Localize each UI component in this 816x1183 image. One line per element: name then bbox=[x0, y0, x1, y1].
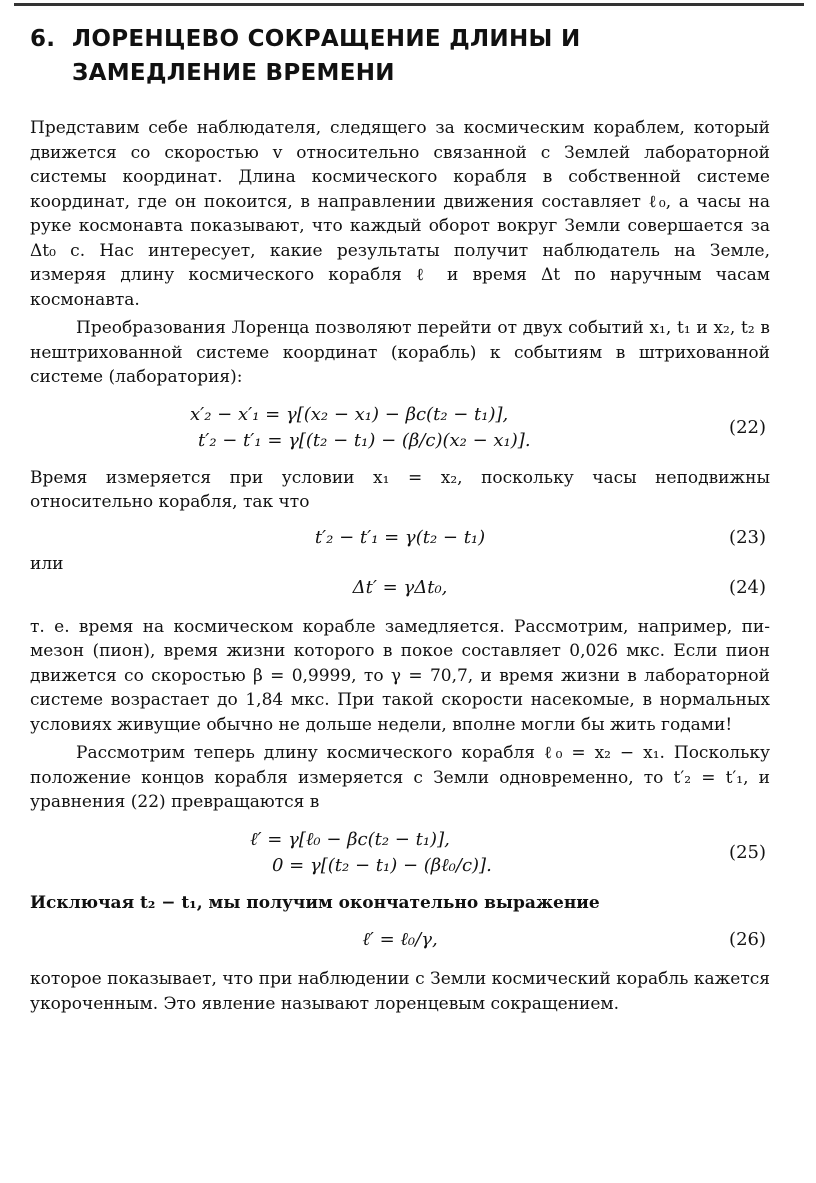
paragraph-eliminate: Исключая t₂ − t₁, мы получим окончательно выражение bbox=[30, 892, 600, 913]
equation-24 bbox=[30, 575, 770, 601]
section-title-line1: ЛОРЕНЦЕВО СОКРАЩЕНИЕ ДЛИНЫ И bbox=[72, 26, 581, 52]
paragraph-length: Рассмотрим теперь длину космического корабля ℓ₀ = x₂ − x₁. Поскольку положение концов корабля измеряется с Земли одновременно, то t′₂ = t′₁, и уравнения (22) превращаются в bbox=[30, 743, 770, 812]
equation-24-body: Δt′ = γΔt₀, bbox=[352, 576, 448, 598]
paragraph-time: Время измеряется при условии x₁ = x₂, поскольку часы неподвижны относительно корабля, так что bbox=[30, 467, 770, 512]
equation-23-label: (23) bbox=[729, 526, 766, 548]
equation-25-line2: 0 = γ[(t₂ − t₁) − (βℓ₀/c)]. bbox=[272, 854, 492, 876]
paragraph-lorentz: Преобразования Лоренца позволяют перейти от двух событий x₁, t₁ и x₂, t₂ в нештрихованной системе координат (корабль) к событиям в штрихованной системе (лаборатория): bbox=[30, 318, 770, 387]
equation-22-label: (22) bbox=[729, 416, 766, 438]
section-title-line2: ЗАМЕДЛЕНИЕ ВРЕМЕНИ bbox=[72, 60, 395, 86]
section-number: 6. bbox=[30, 26, 56, 52]
paragraph-conclusion: которое показывает, что при наблюдении с Земли космический корабль кажется укороченным. Это явление называют лоренцевым сокращением. bbox=[30, 969, 770, 1014]
equation-26-label: (26) bbox=[729, 929, 766, 950]
equation-26 bbox=[30, 927, 770, 953]
equation-26-body: ℓ′ = ℓ₀/γ, bbox=[362, 929, 438, 950]
equation-25 bbox=[30, 827, 770, 879]
equation-23-body: t′₂ − t′₁ = γ(t₂ − t₁) bbox=[314, 526, 486, 548]
equation-22-line2: t′₂ − t′₁ = γ[(t₂ − t₁) − (β/c)(x₂ − x₁)]. bbox=[198, 429, 531, 451]
section-heading bbox=[30, 22, 770, 90]
equation-25-label: (25) bbox=[729, 841, 766, 863]
equation-22 bbox=[30, 402, 770, 454]
word-or: или bbox=[30, 553, 64, 574]
document-page bbox=[30, 22, 770, 1016]
equation-23 bbox=[30, 525, 770, 551]
top-rule bbox=[14, 3, 804, 6]
paragraph-pion: т. е. время на космическом корабле замедляется. Рассмотрим, например, пи-мезон (пион), время жизни которого в покое составляет 0,026 мкс. Если пион движется со скоростью β = 0,9999, то γ = 70,7, и время жизни в лабораторной системе возрастает до 1,84 мкс. При такой скорости насекомые, в нормальных условиях живущие обычно не дольше недели, вполне могли бы жить годами! bbox=[30, 616, 770, 735]
equation-25-line1: ℓ′ = γ[ℓ₀ − βc(t₂ − t₁)], bbox=[250, 828, 450, 850]
equation-24-label: (24) bbox=[729, 576, 766, 598]
paragraph-intro: Представим себе наблюдателя, следящего за космическим кораблем, который движется со скоростью v относительно связанной с Землей лабораторной системы координат. Длина космического корабля в собственной системе координат, где он покоится, в направлении движения составляет ℓ₀, а часы на руке космонавта показывают, что каждый оборот вокруг Земли совершается за Δt₀ с. Нас интересует, какие результаты получит наблюдатель на Земле, измеряя длину космического корабля ℓ и время Δt по наручным часам космонавта. bbox=[30, 118, 770, 310]
equation-22-line1: x′₂ − x′₁ = γ[(x₂ − x₁) − βc(t₂ − t₁)], bbox=[190, 403, 509, 425]
